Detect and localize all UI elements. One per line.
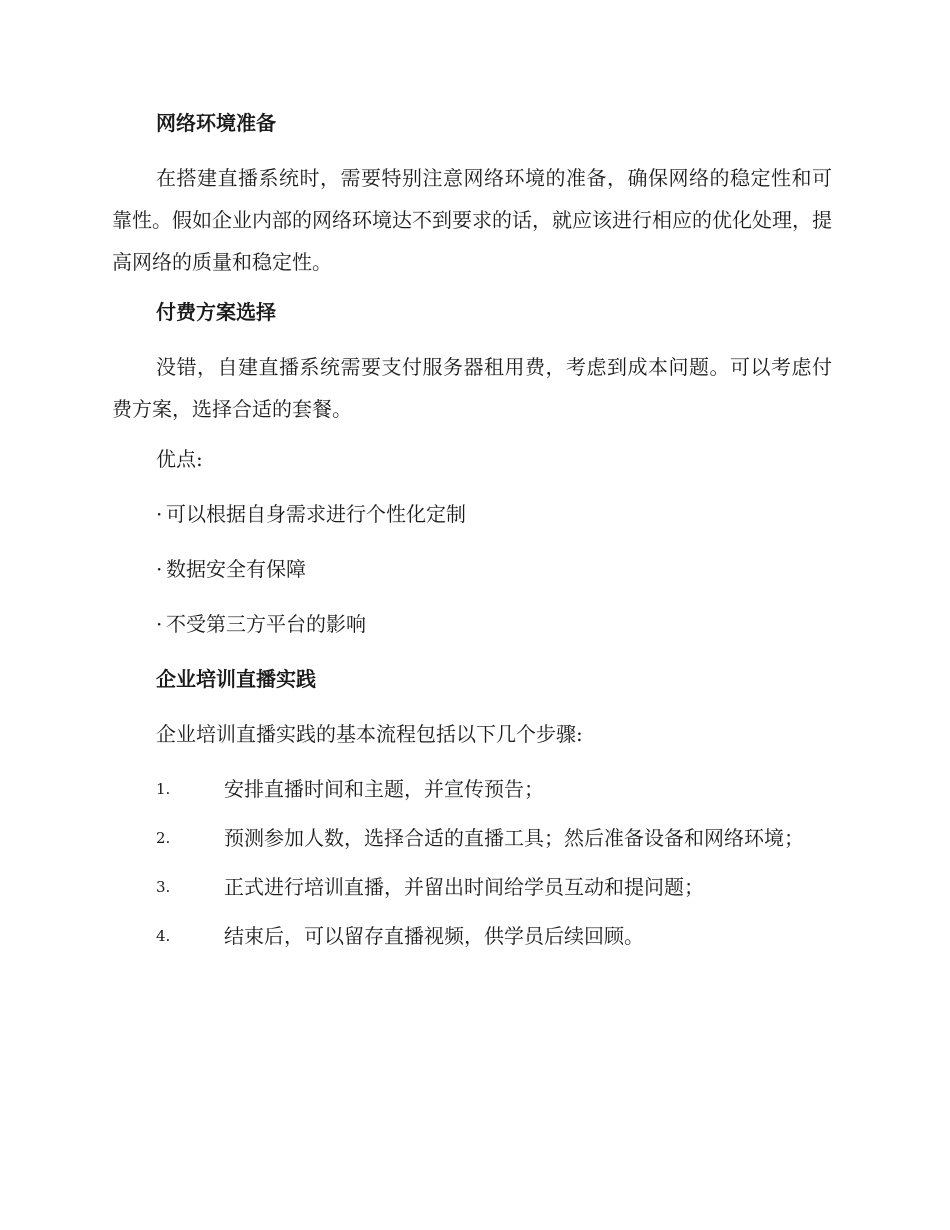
section-body-network: 在搭建直播系统时，需要特别注意网络环境的准备，确保网络的稳定性和可靠性。假如企业内部的网络环境达不到要求的话，就应该进行相应的优化处理，提高网络的质量和稳定性。 <box>112 166 832 274</box>
bullet-icon: · <box>156 502 163 526</box>
step-item <box>112 866 832 908</box>
step-number: 2. <box>156 829 171 847</box>
step-number: 3. <box>156 878 171 896</box>
document-page <box>112 108 832 970</box>
section-body-payment: 没错，自建直播系统需要支付服务器租用费，考虑到成本问题。可以考虑付费方案，选择合适的套餐。 <box>112 355 832 421</box>
advantage-item <box>112 609 832 639</box>
step-item <box>112 817 832 859</box>
advantage-item <box>112 554 832 584</box>
advantage-text: 不受第三方平台的影响 <box>166 612 366 636</box>
bullet-icon: · <box>156 557 163 581</box>
section-heading-network: 网络环境准备 <box>156 111 276 135</box>
step-number: 1. <box>156 780 171 798</box>
section-heading-practice: 企业培训直播实践 <box>156 667 316 691</box>
section-heading-payment: 付费方案选择 <box>156 300 276 324</box>
advantage-text: 可以根据自身需求进行个性化定制 <box>166 502 466 526</box>
step-text: 预测参加人数，选择合适的直播工具；然后准备设备和网络环境； <box>224 826 804 850</box>
advantage-item <box>112 499 832 529</box>
step-text: 正式进行培训直播，并留出时间给学员互动和提问题； <box>224 875 704 899</box>
practice-intro: 企业培训直播实践的基本流程包括以下几个步骤: <box>156 722 583 746</box>
step-item <box>112 768 832 810</box>
advantages-label: 优点: <box>156 447 203 471</box>
bullet-icon: · <box>156 612 163 636</box>
step-text: 结束后，可以留存直播视频，供学员后续回顾。 <box>224 924 644 948</box>
step-number: 4. <box>156 927 171 945</box>
step-item <box>112 915 832 957</box>
advantage-text: 数据安全有保障 <box>166 557 306 581</box>
step-text: 安排直播时间和主题，并宣传预告； <box>224 777 544 801</box>
